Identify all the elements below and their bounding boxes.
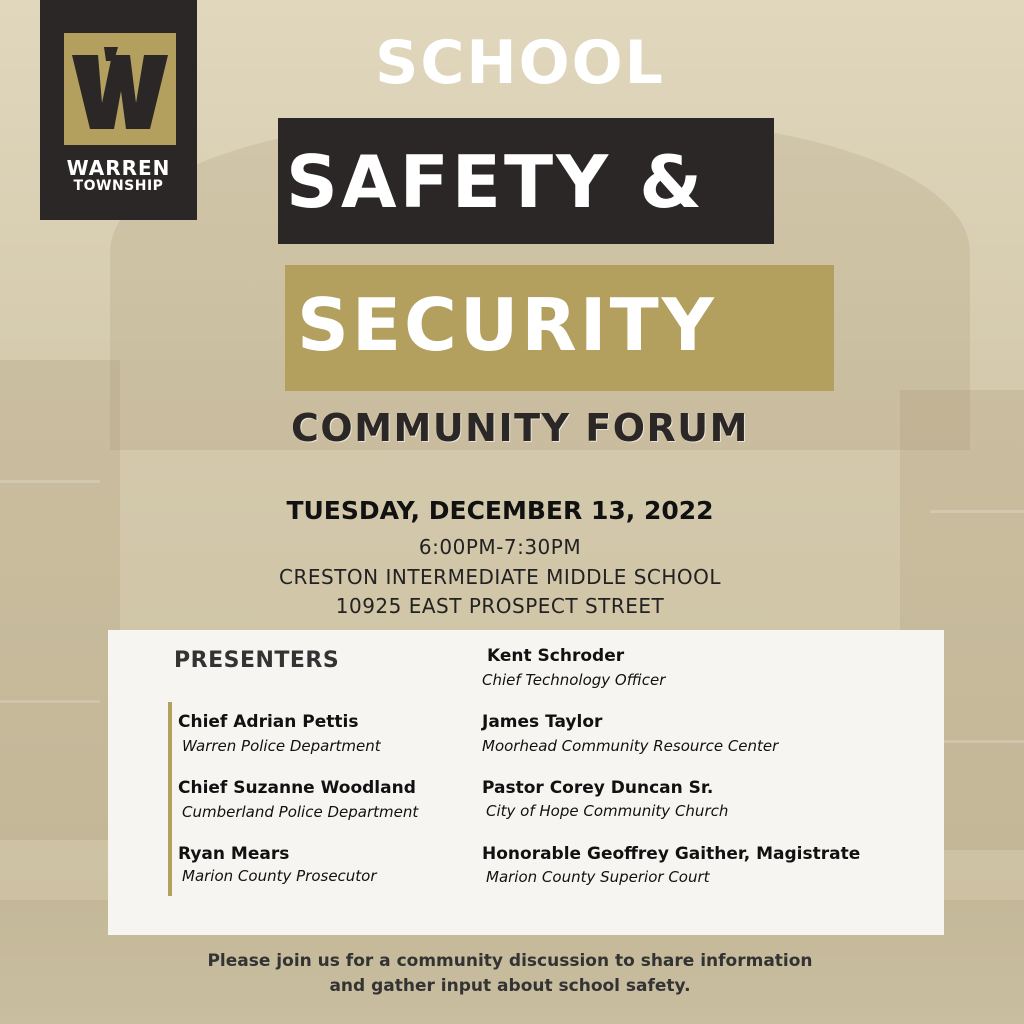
presenter-name: Chief Adrian Pettis: [178, 712, 359, 732]
presenter-name: Honorable Geoffrey Gaither, Magistrate: [482, 844, 861, 864]
presenter-role: Warren Police Department: [182, 737, 381, 755]
title-safety: SAFETY &: [286, 140, 706, 224]
event-address: 10925 EAST PROSPECT STREET: [335, 594, 665, 618]
accent-bar: [168, 702, 172, 896]
w-logo-icon: [64, 33, 176, 145]
background-window-line: [0, 480, 100, 483]
title-school: SCHOOL: [375, 28, 665, 98]
title-security: SECURITY: [297, 283, 717, 367]
presenter-name: Ryan Mears: [178, 844, 290, 864]
presenter-name: Kent Schroder: [487, 646, 625, 666]
presenter-role: Chief Technology Officer: [482, 671, 666, 689]
background-window-line: [0, 700, 100, 703]
logo-text-warren: WARREN: [66, 156, 171, 180]
presenters-heading: PRESENTERS: [174, 648, 340, 673]
footer-line-2: and gather input about school safety.: [329, 976, 691, 996]
title-safety-banner: [278, 118, 774, 244]
background-window-line: [930, 510, 1024, 513]
background-building: [0, 360, 120, 840]
event-date: TUESDAY, DECEMBER 13, 2022: [286, 496, 714, 525]
presenter-name: Pastor Corey Duncan Sr.: [482, 778, 714, 798]
footer-line-1: Please join us for a community discussion to share information: [207, 951, 813, 971]
presenter-role: Marion County Prosecutor: [182, 867, 377, 885]
presenters-panel: [108, 630, 944, 935]
logo-text-township: TOWNSHIP: [73, 178, 164, 194]
presenter-role: Marion County Superior Court: [486, 868, 710, 886]
event-time: 6:00PM-7:30PM: [418, 535, 582, 559]
warren-township-logo: [40, 0, 197, 220]
title-community-forum: COMMUNITY FORUM: [291, 406, 749, 450]
presenter-role: City of Hope Community Church: [486, 802, 729, 820]
presenter-role: Moorhead Community Resource Center: [482, 737, 779, 755]
presenter-name: Chief Suzanne Woodland: [178, 778, 416, 798]
presenter-role: Cumberland Police Department: [182, 803, 419, 821]
title-security-banner: [285, 265, 834, 391]
presenter-name: James Taylor: [482, 712, 603, 732]
background-window-line: [930, 740, 1024, 743]
event-venue: CRESTON INTERMEDIATE MIDDLE SCHOOL: [278, 565, 722, 589]
